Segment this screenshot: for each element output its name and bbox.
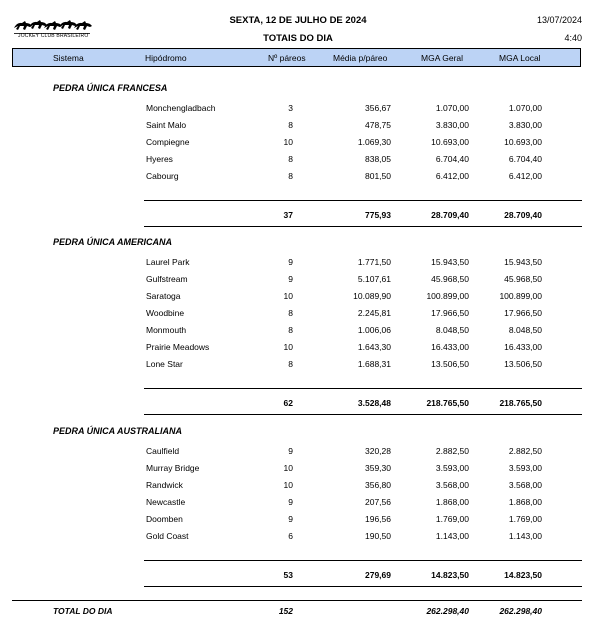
section-title: PEDRA ÚNICA FRANCESA [53,83,168,93]
hipodromo-cell: Compiegne [146,137,190,147]
grand-total-line [12,600,582,601]
media-cell: 1.069,30 [357,137,391,147]
media-cell: 10.089,90 [353,291,391,301]
mga-geral-cell: 15.943,50 [431,257,469,267]
pareos-cell: 10 [283,480,293,490]
total-media: 279,69 [365,570,391,580]
total-pareos: 53 [283,570,293,580]
media-cell: 1.006,06 [357,325,391,335]
pareos-cell: 8 [288,171,293,181]
media-cell: 196,56 [365,514,391,524]
grand-total-mga-local: 262.298,40 [499,606,542,616]
report-date-title: SEXTA, 12 DE JULHO DE 2024 [229,15,367,26]
pareos-cell: 9 [288,257,293,267]
hipodromo-cell: Saratoga [146,291,181,301]
pareos-cell: 9 [288,497,293,507]
pareos-cell: 8 [288,359,293,369]
total-mga-geral: 28.709,40 [431,210,469,220]
mga-local-cell: 1.070,00 [508,103,542,113]
grand-total-mga-geral: 262.298,40 [426,606,469,616]
mga-local-cell: 6.704,40 [508,154,542,164]
hipodromo-cell: Prairie Meadows [146,342,210,352]
mga-local-cell: 15.943,50 [504,257,542,267]
mga-local-cell: 100.899,00 [499,291,542,301]
total-pareos: 37 [283,210,293,220]
mga-local-cell: 1.769,00 [508,514,542,524]
pareos-cell: 9 [288,274,293,284]
section-bottom-line [144,586,582,587]
media-cell: 356,80 [365,480,391,490]
pareos-cell: 10 [283,463,293,473]
mga-local-cell: 3.568,00 [508,480,542,490]
total-pareos: 62 [283,398,293,408]
media-cell: 356,67 [365,103,391,113]
mga-geral-cell: 1.143,00 [435,531,469,541]
media-cell: 801,50 [365,171,391,181]
hipodromo-cell: Saint Malo [146,120,187,130]
section-bottom-line [144,414,582,415]
media-cell: 359,30 [365,463,391,473]
media-cell: 207,56 [365,497,391,507]
media-cell: 478,75 [365,120,391,130]
total-mga-local: 28.709,40 [504,210,542,220]
mga-local-cell: 17.966,50 [504,308,542,318]
media-cell: 190,50 [365,531,391,541]
mga-geral-cell: 1.070,00 [435,103,469,113]
hipodromo-cell: Randwick [146,480,183,490]
pareos-cell: 9 [288,514,293,524]
hipodromo-cell: Lone Star [146,359,183,369]
media-cell: 1.643,30 [357,342,391,352]
mga-local-cell: 3.593,00 [508,463,542,473]
hipodromo-cell: Monmouth [146,325,187,335]
media-cell: 5.107,61 [357,274,391,284]
logo-text: JOCKEY CLUB BRASILEIRO [18,33,89,39]
mga-local-cell: 16.433,00 [504,342,542,352]
pareos-cell: 10 [283,137,293,147]
pareos-cell: 8 [288,154,293,164]
col-hipodromo: Hipódromo [145,53,187,63]
pareos-cell: 8 [288,308,293,318]
mga-local-cell: 1.143,00 [508,531,542,541]
col-mga-local: MGA Local [499,53,541,63]
media-cell: 2.245,81 [357,308,391,318]
pareos-cell: 10 [283,291,293,301]
mga-geral-cell: 16.433,00 [431,342,469,352]
pareos-cell: 8 [288,325,293,335]
mga-geral-cell: 6.704,40 [435,154,469,164]
mga-geral-cell: 10.693,00 [431,137,469,147]
mga-local-cell: 10.693,00 [504,137,542,147]
mga-geral-cell: 8.048,50 [435,325,469,335]
hipodromo-cell: Gulfstream [146,274,188,284]
mga-geral-cell: 100.899,00 [426,291,469,301]
mga-geral-cell: 3.568,00 [435,480,469,490]
mga-local-cell: 13.506,50 [504,359,542,369]
hipodromo-cell: Monchengladbach [146,103,216,113]
media-cell: 1.688,31 [357,359,391,369]
total-mga-geral: 14.823,50 [431,570,469,580]
mga-geral-cell: 1.769,00 [435,514,469,524]
col-pareos: Nº páreos [268,53,306,63]
hipodromo-cell: Caulfield [146,446,180,456]
mga-local-cell: 45.968,50 [504,274,542,284]
pareos-cell: 8 [288,120,293,130]
pareos-cell: 10 [283,342,293,352]
pareos-cell: 3 [288,103,293,113]
mga-geral-cell: 3.593,00 [435,463,469,473]
pareos-cell: 6 [288,531,293,541]
total-media: 775,93 [365,210,391,220]
section-title: PEDRA ÚNICA AMERICANA [53,237,172,247]
hipodromo-cell: Doomben [146,514,183,524]
col-mga-geral: MGA Geral [421,53,464,63]
media-cell: 1.771,50 [357,257,391,267]
total-mga-local: 14.823,50 [504,570,542,580]
mga-local-cell: 6.412,00 [508,171,542,181]
hipodromo-cell: Cabourg [146,171,179,181]
hipodromo-cell: Hyeres [146,154,173,164]
mga-geral-cell: 3.830,00 [435,120,469,130]
mga-local-cell: 2.882,50 [508,446,542,456]
mga-geral-cell: 17.966,50 [431,308,469,318]
total-media: 3.528,48 [357,398,391,408]
mga-local-cell: 8.048,50 [508,325,542,335]
hipodromo-cell: Laurel Park [146,257,190,267]
col-sistema: Sistema [53,53,84,63]
report-subtitle: TOTAIS DO DIA [263,33,333,44]
grand-total-label: TOTAL DO DIA [53,606,113,616]
col-media: Média p/páreo [333,53,388,63]
mga-geral-cell: 13.506,50 [431,359,469,369]
mga-geral-cell: 45.968,50 [431,274,469,284]
mga-local-cell: 1.868,00 [508,497,542,507]
hipodromo-cell: Gold Coast [146,531,189,541]
mga-geral-cell: 6.412,00 [435,171,469,181]
section-separator [144,200,582,201]
print-time: 4:40 [564,33,582,43]
section-bottom-line [144,226,582,227]
section-separator [144,388,582,389]
media-cell: 838,05 [365,154,391,164]
section-separator [144,560,582,561]
section-title: PEDRA ÚNICA AUSTRALIANA [53,426,182,436]
print-date: 13/07/2024 [536,15,582,25]
media-cell: 320,28 [365,446,391,456]
hipodromo-cell: Woodbine [146,308,185,318]
mga-geral-cell: 2.882,50 [435,446,469,456]
mga-local-cell: 3.830,00 [508,120,542,130]
total-mga-local: 218.765,50 [499,398,542,408]
hipodromo-cell: Murray Bridge [146,463,200,473]
pareos-cell: 9 [288,446,293,456]
mga-geral-cell: 1.868,00 [435,497,469,507]
grand-total-pareos: 152 [278,606,293,616]
total-mga-geral: 218.765,50 [426,398,469,408]
hipodromo-cell: Newcastle [146,497,186,507]
